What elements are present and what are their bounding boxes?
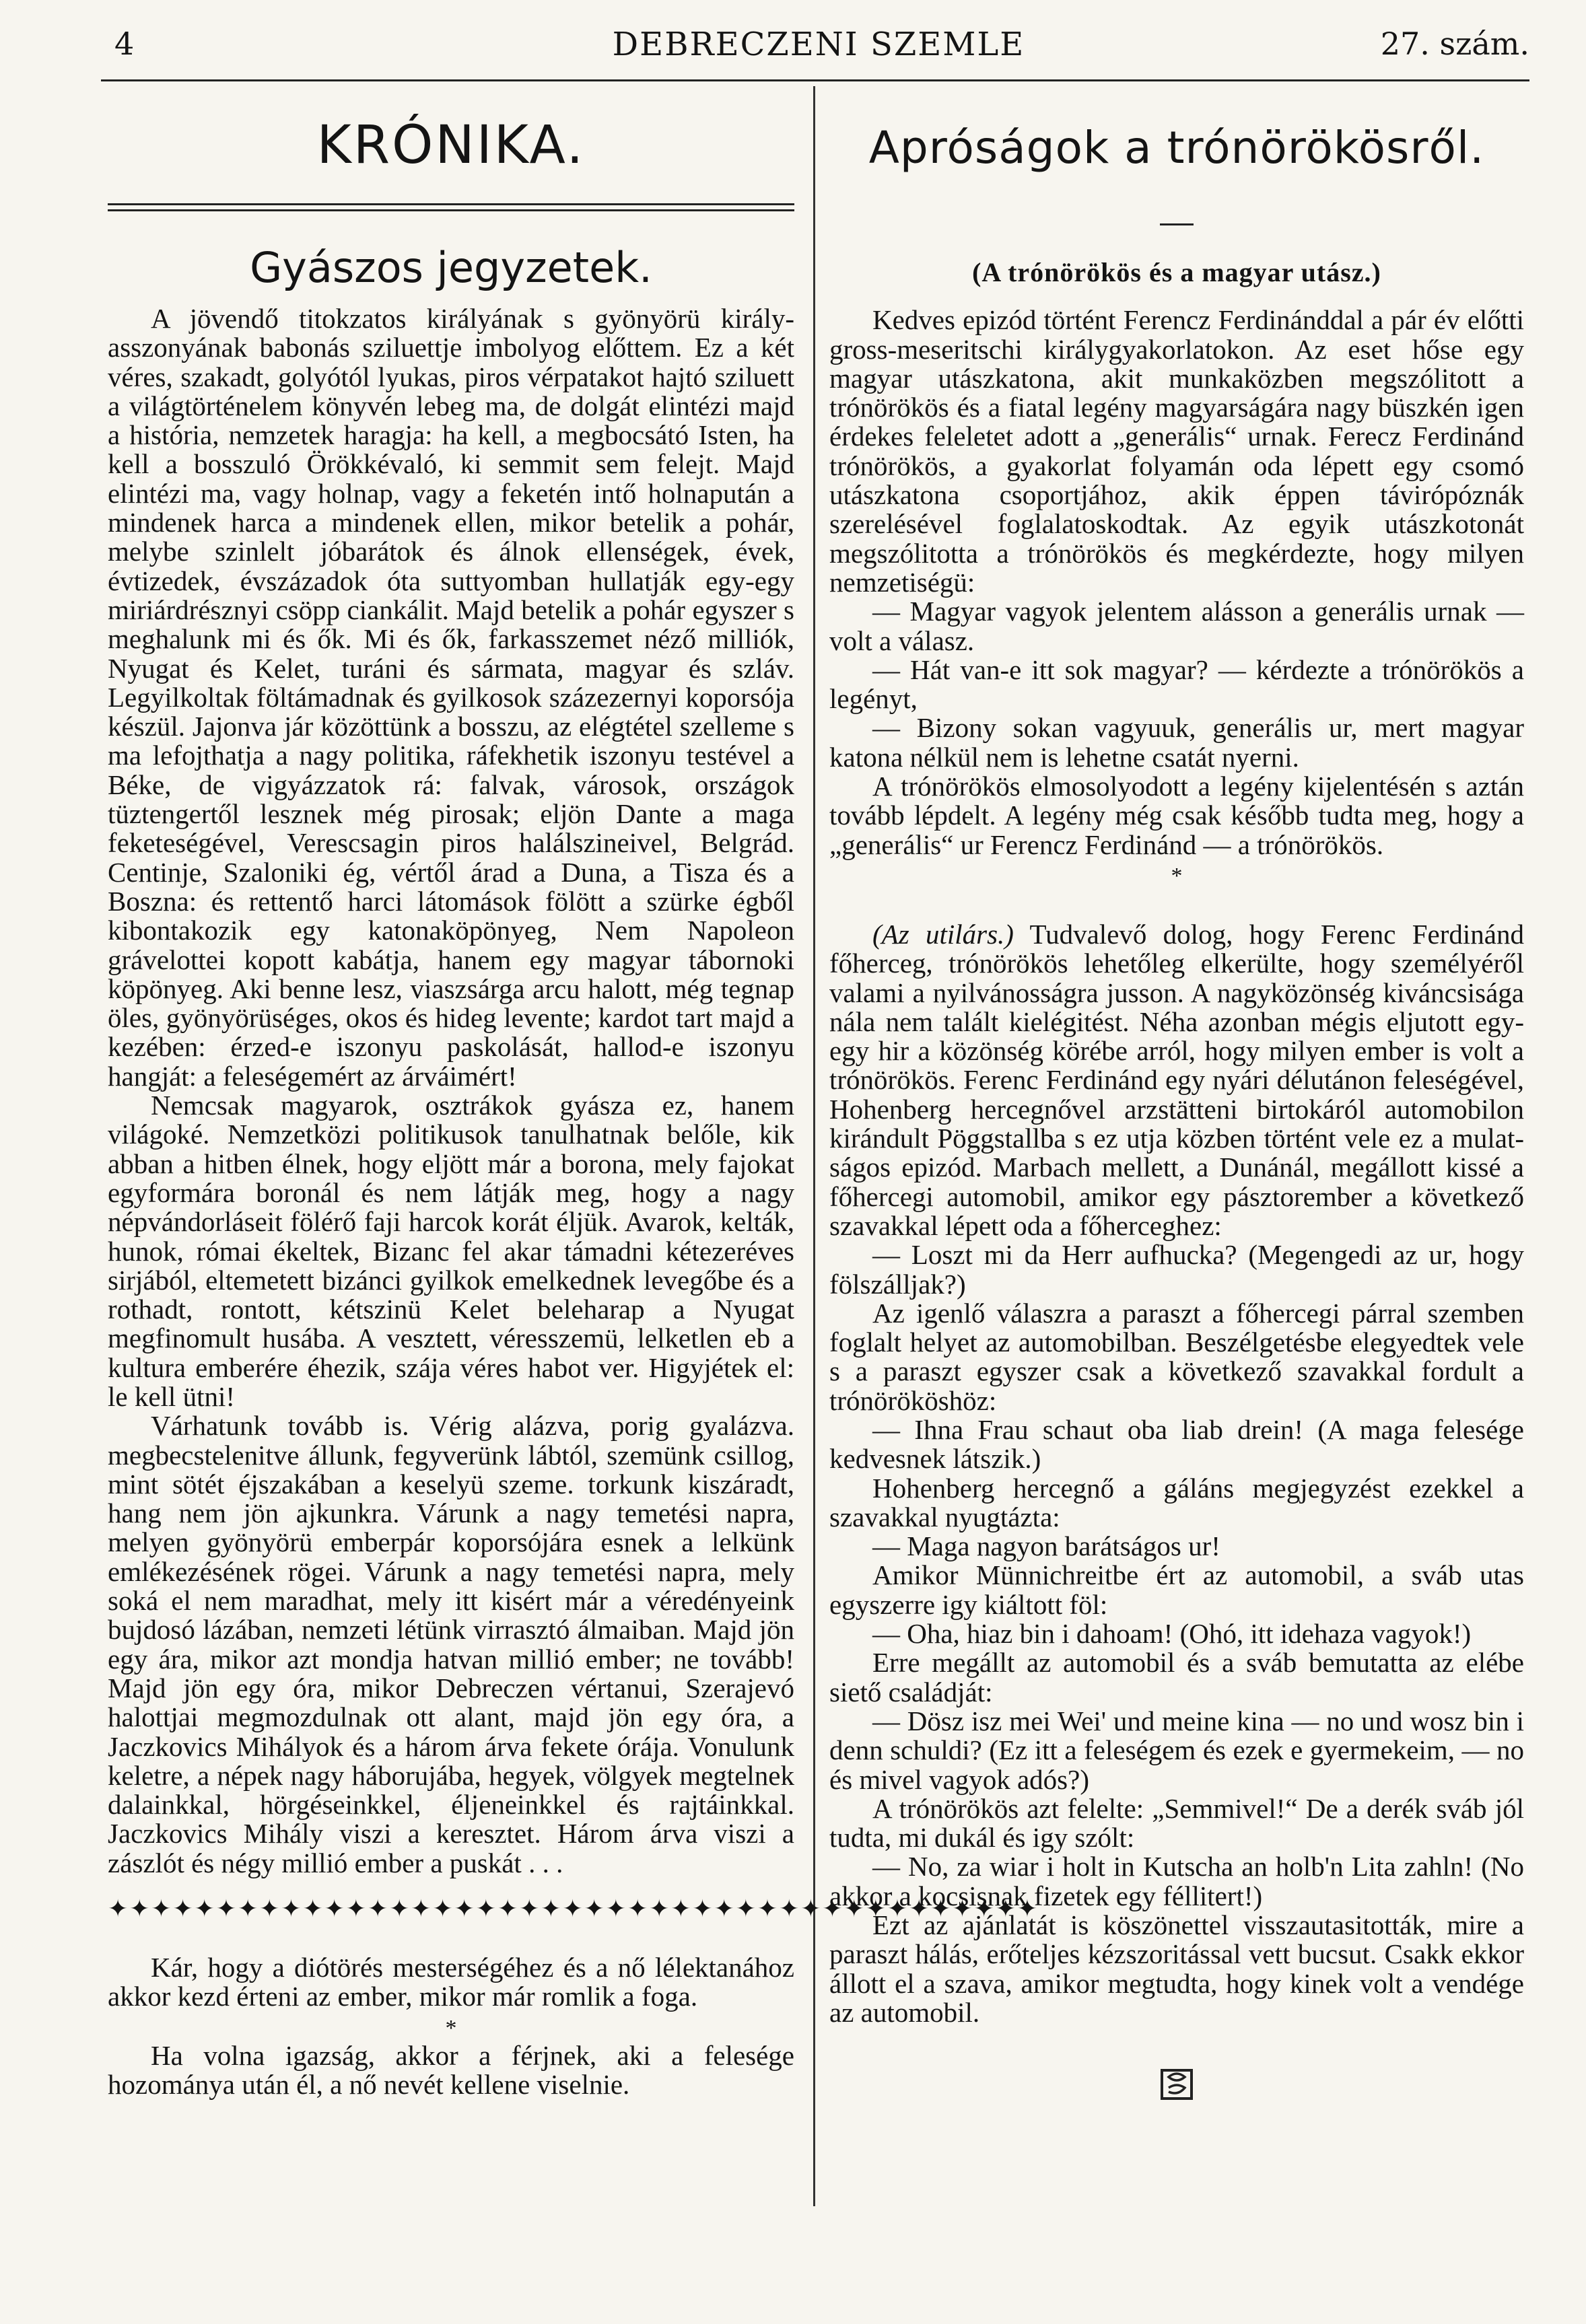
- story-paragraph: A trónörökös azt felelte: „Semmivel!“ De a derék sváb jól tudta, mi dukál és igy szólt:: [829, 1792, 1524, 1854]
- story-paragraph: — Hát van-e itt sok magyar? — kérdezte a trónörökös a legényt,: [829, 654, 1524, 715]
- story-paragraph: Kedves epizód történt Ferencz Ferdinánddal a pár év előtti gross-meseritschi királygyakorlatokon. Az eset hőse egy magyar utászkatona, akit munkaközben megszólitott a trónörökös és a fiatal legény magyarságára nagy büszkén igen érdekes feleletet adott a „generális“ urnak. Ferecz Ferdinánd trónörökös, a gyakorlat folyamán oda lépett egy csomó utászkatona csoportjához, akik éppen távirópóznák szerelésével foglalatoskodtak. Az egyik utászkotonát megszólitotta a trónörökös és megkérdezte, hogy milyen nemzetiségü:: [829, 304, 1524, 598]
- journal-title: DEBRECZENI SZEMLE: [612, 26, 1025, 63]
- story-subtitle: (A trónörökös és a magyar utász.): [972, 257, 1381, 287]
- aphorism: Ha volna igazság, akkor a férjnek, aki a felesége hozománya után él, a nő nevét kellene viselnie.: [108, 2039, 794, 2100]
- article-paragraph: A jövendő titokzatos királyának s gyönyörü királyasszonyának babonás sziluettje imbolyog előttem. Ez a két véres, szakadt, golyótól lyukas, piros vérpatakot hajtó sziluett a világtörténelem könyvén lebeg ma, de dolgát elintézi majd a história, nemzetek haragja: ha kell, a megbocsátó Isten, ha kell a bosszuló Örökkévaló, ki semmit sem felejt. Majd elintézi ma, vagy holnap, vagy a feketén intő holnapután a mindenek harca a mindenek ellen, mikor betelik a pohár, melybe szinlelt jóbarátok és álnok ellenségek, évek, évtizedek, évszázadok óta suttyomban hullatják egy-egy miriárdrésznyi csöpp ciankálit. Majd betelik a pohár egyszer s meghalunk mi és ők. Mi és ők, farkasszemet néző milliók, Nyugat és Kelet, turáni és sármata, magyar és szláv. Legyilkoltak föltámadnak és gyilkosok százezernyi koporsója készül. Jajonva jár közöttünk a bosszu, az elégtétel szelleme s ma lefojthatja a nagy politika, ráfekhetik iszonyu testével a Béke, de vigyázzatok rá: falvak, városok, országok tüztengertől lesznek még pirosak; eljön Dante a maga feketeségével, Verescsagin piros halálszineivel, Belgrád. Centinje, Szaloniki ég, vértől árad a Duna, a Tisza és a Boszna: és rettentő harci látomások fölött a szürke égből kibontakozik egy katonaköpönyeg, Nem Napoleon grávelottei kopott kabátja, hanem egy magyar tábornoki köpönyeg. Aki benne lesz, viaszsárga arcu halott, még tegnap öles, gyönyörüséges, okos és hideg levente; kardot tart majd a kezében: érzed-e iszonyu paskolását, hallod-e iszonyu hangját: a feleségemért az árváimért!: [108, 303, 794, 1092]
- story-paragraph: — Maga nagyon barátságos ur!: [872, 1530, 1220, 1562]
- page-header: [108, 26, 1529, 73]
- spacer: [829, 889, 1524, 920]
- story-paragraph: — Ihna Frau schaut oba liab drein! (A maga felesége kedvesnek látszik.): [829, 1413, 1524, 1475]
- story-text: Tudvalevő dolog, hogy Ferenc Ferdinánd főherceg, trónörökös lehetőleg elkerülte, hogy személyéről valami a nyilvánosságra jusson. A nagyközönség kiváncsisága nála nem talált kielégitést. Néha azonban mégis eljutott egy-egy hir a közönség körébe arról, hogy milyen ember is volt a trónörökös. Ferenc Ferdinánd egy nyári délutánon feleségével, Hohenberg hercegnővel arzstätteni birtokáról automobilon kirándult Pöggstallba s ez utja közben történt vele ez a mulatságos epizód. Marbach mellett, a Dunánál, megállott kissé a főhercegi automobil, amikor egy pásztorember a következő szavakkal lépett oda a főherceghez:: [829, 918, 1524, 1241]
- article-paragraph: Várhatunk tovább is. Vérig alázva, porig gyalázva. megbecstelenitve állunk, fegyverünk lábtól, szemünk csillog, mint sötét éjszakában a keselyü szeme. torkunk kiszáradt, hang nem jön ajkunkra. Várunk a nagy temetési napra, melyen gyönyörü emberpár koporsójára esnek a lelkünk emlékezésének rögei. Várunk a nagy temetési napra, mely soká el nem maradhat, mely itt kisért már a véredényeink bujdosó lázában, nemzeti létünk virrasztó álmaiban. Majd jön egy ára, mikor azt mondja hatvan millió ember; ne tovább! Majd jön egy óra, mikor Debreczen vértanui, Szerajevó halottjai megmozdulnak ott alant, majd jön egy óra, a Jaczkovics Mihályok és a három árva fekete órája. Vonulunk keletre, a népek nagy háborujába, hegyek, völgyek megtelnek dalainkkal, hörgéseinkkel, éljeneinkkel és rajtáinkkal. Jaczkovics Mihály viszi a keresztet. Három árva viszi a zászlót és négy millió ember a puskát . . .: [108, 1410, 794, 1878]
- story-paragraph: — Magyar vagyok jelentem alásson a generális urnak — volt a válasz.: [829, 596, 1524, 656]
- issue-number: 27. szám.: [1380, 26, 1529, 62]
- story-paragraph: A trónörökös elmosolyodott a legény kijelentésén s aztán tovább lépdelt. A legény még csak később tudta meg, hogy a „generális“ ur Ferencz Ferdinánd — a trónörökös.: [829, 771, 1524, 860]
- double-rule: [108, 203, 794, 211]
- page-number: 4: [114, 26, 135, 62]
- story-paragraph: Hohenberg hercegnő a gáláns megjegyzést ezekkel a szavakkal nyugtázta:: [829, 1472, 1524, 1533]
- right-column: [829, 86, 1524, 2101]
- story-paragraph: — Loszt mi da Herr aufhucka? (Megengedi az ur, hogy fölszálljak?): [829, 1239, 1524, 1300]
- column-divider: [813, 86, 815, 2206]
- printer-mark-icon: [1158, 2068, 1196, 2101]
- section-title-kronika: KRÓNIKA.: [316, 115, 586, 176]
- story-paragraph: — Bizony sokan vagyuuk, generális ur, mert magyar katona nélkül nem is lehetne csatát nyerni.: [829, 712, 1524, 773]
- aphorism: Kár, hogy a diótörés mesterségéhez és a nő lélektanához akkor kezd érteni az ember, mikor már romlik a foga.: [108, 1952, 794, 2012]
- short-dash: [1160, 223, 1194, 225]
- header-rule: [101, 79, 1529, 81]
- story-paragraph: — No, za wiar i holt in Kutscha an holb'n Lita zahln! (No akkor a kocsisnak fizetek egy féllitert!): [829, 1851, 1524, 1911]
- story-paragraph: Ezt az ajánlatát is köszönettel visszautasitották, mire a paraszt hálás, erőteljes kézszoritással vett bucsut. Csakk ekkor állott el a szava, amikor megtudta, hogy kinek volt a vendége az automobil.: [829, 1909, 1524, 2028]
- section-title-aprosagok: Apróságok a trónörökösről.: [868, 122, 1485, 174]
- story-paragraph: — Oha, hiaz bin i dahoam! (Ohó, itt idehaza vagyok!): [872, 1618, 1472, 1650]
- article-paragraph: Nemcsak magyarok, osztrákok gyásza ez, hanem világoké. Nemzetközi politikusok tanulhatnak belőle, kik abban a hitben élnek, hogy eljött már a borona, mely fajokat egyformára boronál és nem látják meg, hogy a nagy népvándorláseit fölérő faji harcok korát éljük. Avarok, kelták, hunok, római ékeltek, Bizanc fel akar támadni kétezeréves sirjából, eltemetett bizánci gyilkok emelkednek levegőbe és a rothadt, rontott, kétszinü Kelet beleharap a Nyugat megfinomult husába. A vesztett, véresszemü, lelketlen eb a kultura emberére éhezik, szája véres habot ver. Higyjétek el: le kell ütni!: [108, 1090, 794, 1412]
- article-title: Gyászos jegyzetek.: [250, 243, 652, 292]
- story-paragraph: Erre megállt az automobil és a sváb bemutatta az elébe siető családját:: [829, 1647, 1524, 1707]
- story-lead: (Az utilárs.): [872, 918, 1014, 950]
- star-separator: *: [1171, 863, 1183, 888]
- story-paragraph: Amikor Münnichreitbe ért az automobil, a sváb utas egyszerre igy kiáltott föl:: [829, 1559, 1524, 1620]
- story-paragraph: [829, 920, 1524, 1240]
- star-separator: *: [445, 2015, 457, 2041]
- story-paragraph: Az igenlő válaszra a paraszt a főhercegi párral szemben foglalt helyet az automobilban. Beszélgetésbe elegyedtek vele s a paraszt egyszer csak a következő szavakkal fordult a trónörököshöz:: [829, 1297, 1524, 1416]
- ornament-divider: ✦✦✦✦✦✦✦✦✦✦✦✦✦✦✦✦✦✦✦✦✦✦✦✦✦✦✦✦✦✦✦✦✦✦✦✦✦✦✦✦✦✦✦: [108, 1895, 1039, 1923]
- story-paragraph: — Dösz isz mei Wei' und meine kina — no und wosz bin i denn schuldi? (Ez itt a feleségem és ezek e gyermekeim, — no és mivel vagyok adós?): [829, 1705, 1524, 1795]
